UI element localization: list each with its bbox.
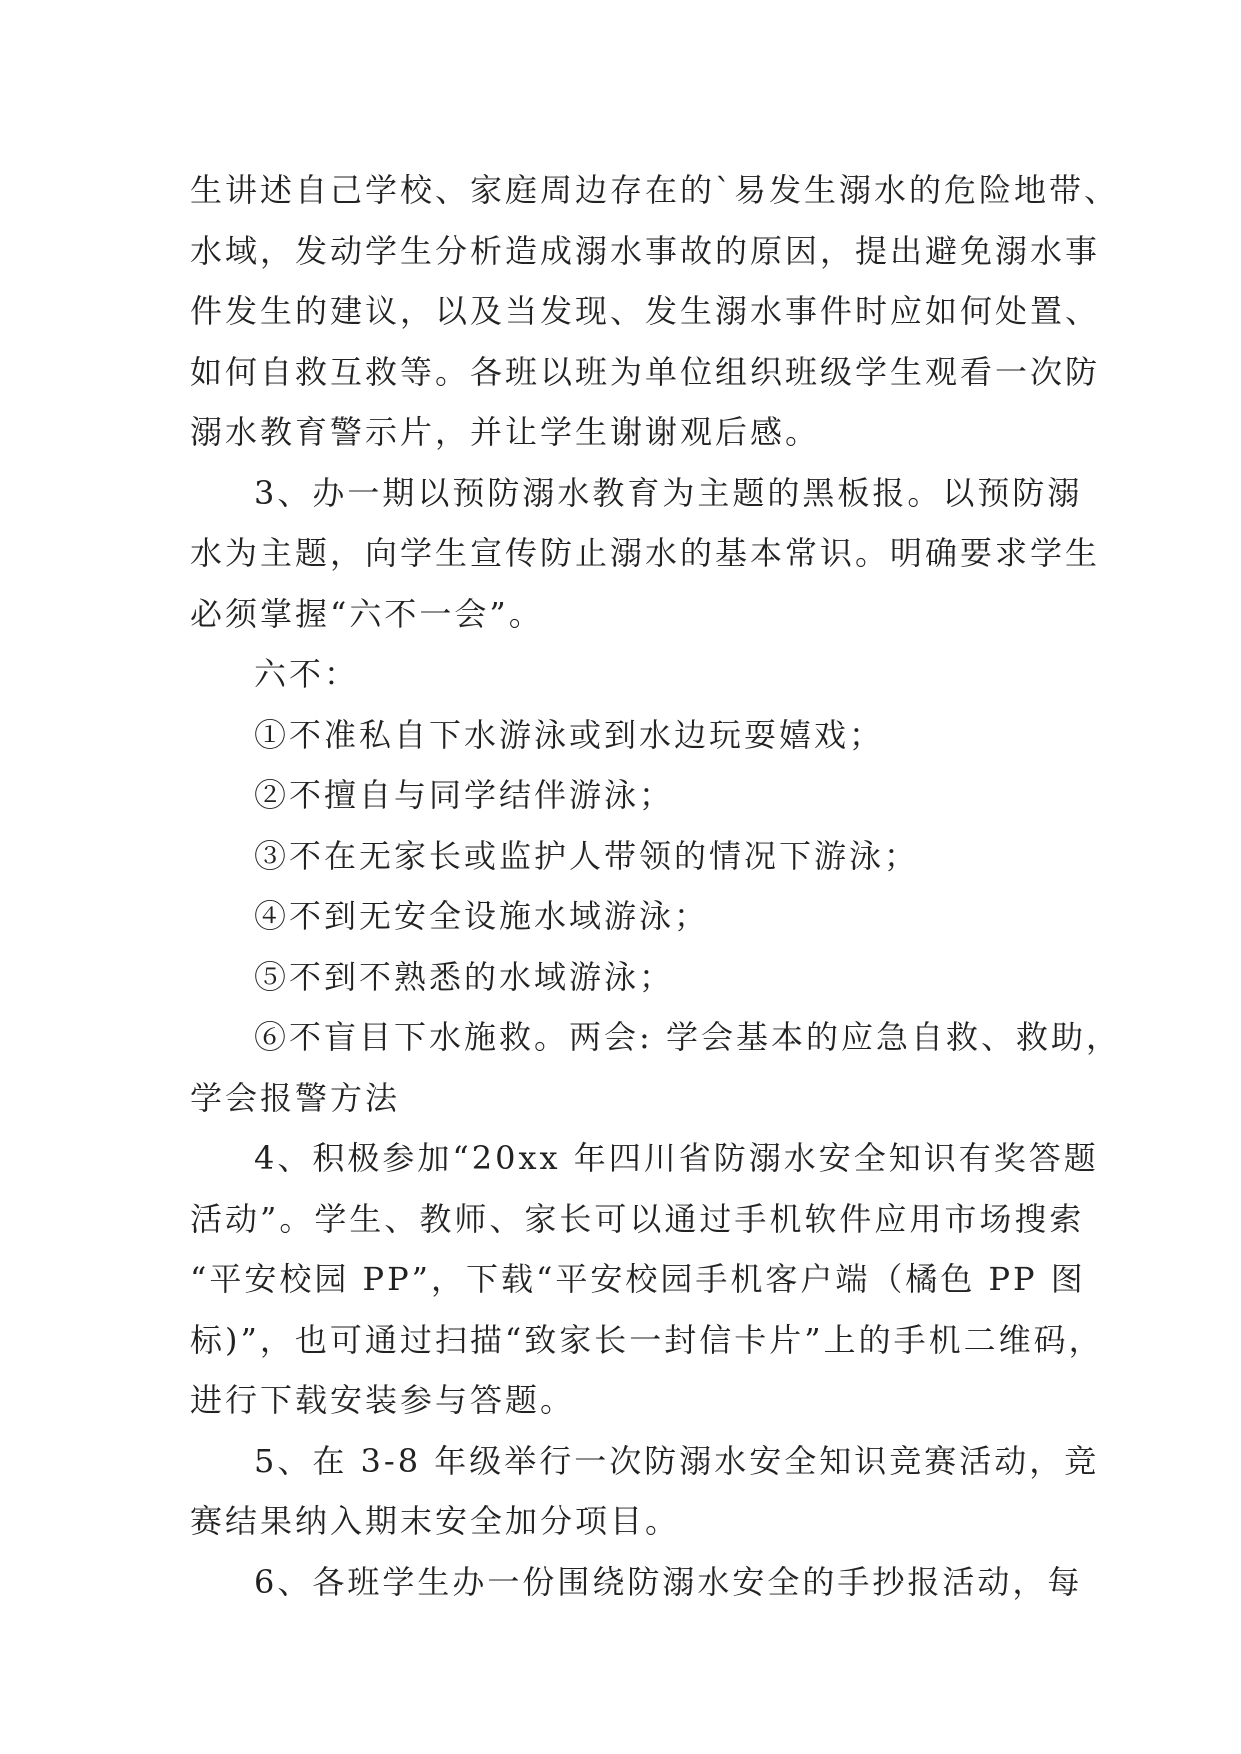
text-line: 3、办一期以预防溺水教育为主题的黑板报。以预防溺: [254, 473, 1083, 512]
document-body: [190, 160, 1121, 1612]
text-line: 活动”。学生、教师、家长可以通过手机软件应用市场搜索: [190, 1199, 1085, 1238]
text-line: 必须掌握“六不一会”。: [190, 594, 544, 633]
text-line: 进行下载安装参与答题。: [190, 1381, 576, 1419]
text-line: 水为主题，向学生宣传防止溺水的基本常识。明确要求学生: [190, 534, 1101, 572]
text-line: ③不在无家长或监护人带领的情况下游泳；: [254, 836, 920, 875]
text-line: 6、各班学生办一份围绕防溺水安全的手抄报活动，每: [254, 1562, 1083, 1601]
text-line: ⑥不盲目下水施救。两会: 学会基本的应急自救、救助，: [254, 1018, 1121, 1056]
text-line: ②不擅自与同学结伴游泳；: [254, 776, 675, 814]
text-line: ①不准私自下水游泳或到水边玩耍嬉戏；: [254, 715, 885, 754]
text-line: ④不到无安全设施水域游泳；: [254, 897, 710, 935]
text-line: ⑤不到不熟悉的水域游泳；: [254, 957, 675, 996]
text-line: 赛结果纳入期末安全加分项目。: [190, 1502, 681, 1540]
text-line: 如何自救互救等。各班以班为单位组织班级学生观看一次防: [190, 352, 1101, 391]
text-line: 4、积极参加“20xx 年四川省防溺水安全知识有奖答题: [254, 1139, 1099, 1177]
text-line: 5、在 3-8 年级举行一次防溺水安全知识竞赛活动，竞: [254, 1441, 1100, 1480]
text-line: 学会报警方法: [190, 1078, 401, 1117]
text-line: 生讲述自己学校、家庭周边存在的`易发生溺水的危险地带、: [190, 171, 1120, 209]
text-line: 水域，发动学生分析造成溺水事故的原因，提出避免溺水事: [190, 231, 1101, 270]
text-line: 溺水教育警示片，并让学生谢谢观后感。: [190, 413, 821, 451]
text-line: “平安校园 PP”，下载“平安校园手机客户端（橘色 PP 图: [190, 1260, 1086, 1298]
text-line: 六不：: [254, 655, 360, 693]
text-line: 标)”，也可通过扫描“致家长一封信卡片”上的手机二维码，: [190, 1320, 1104, 1359]
text-line: 件发生的建议，以及当发现、发生溺水事件时应如何处置、: [190, 292, 1101, 330]
